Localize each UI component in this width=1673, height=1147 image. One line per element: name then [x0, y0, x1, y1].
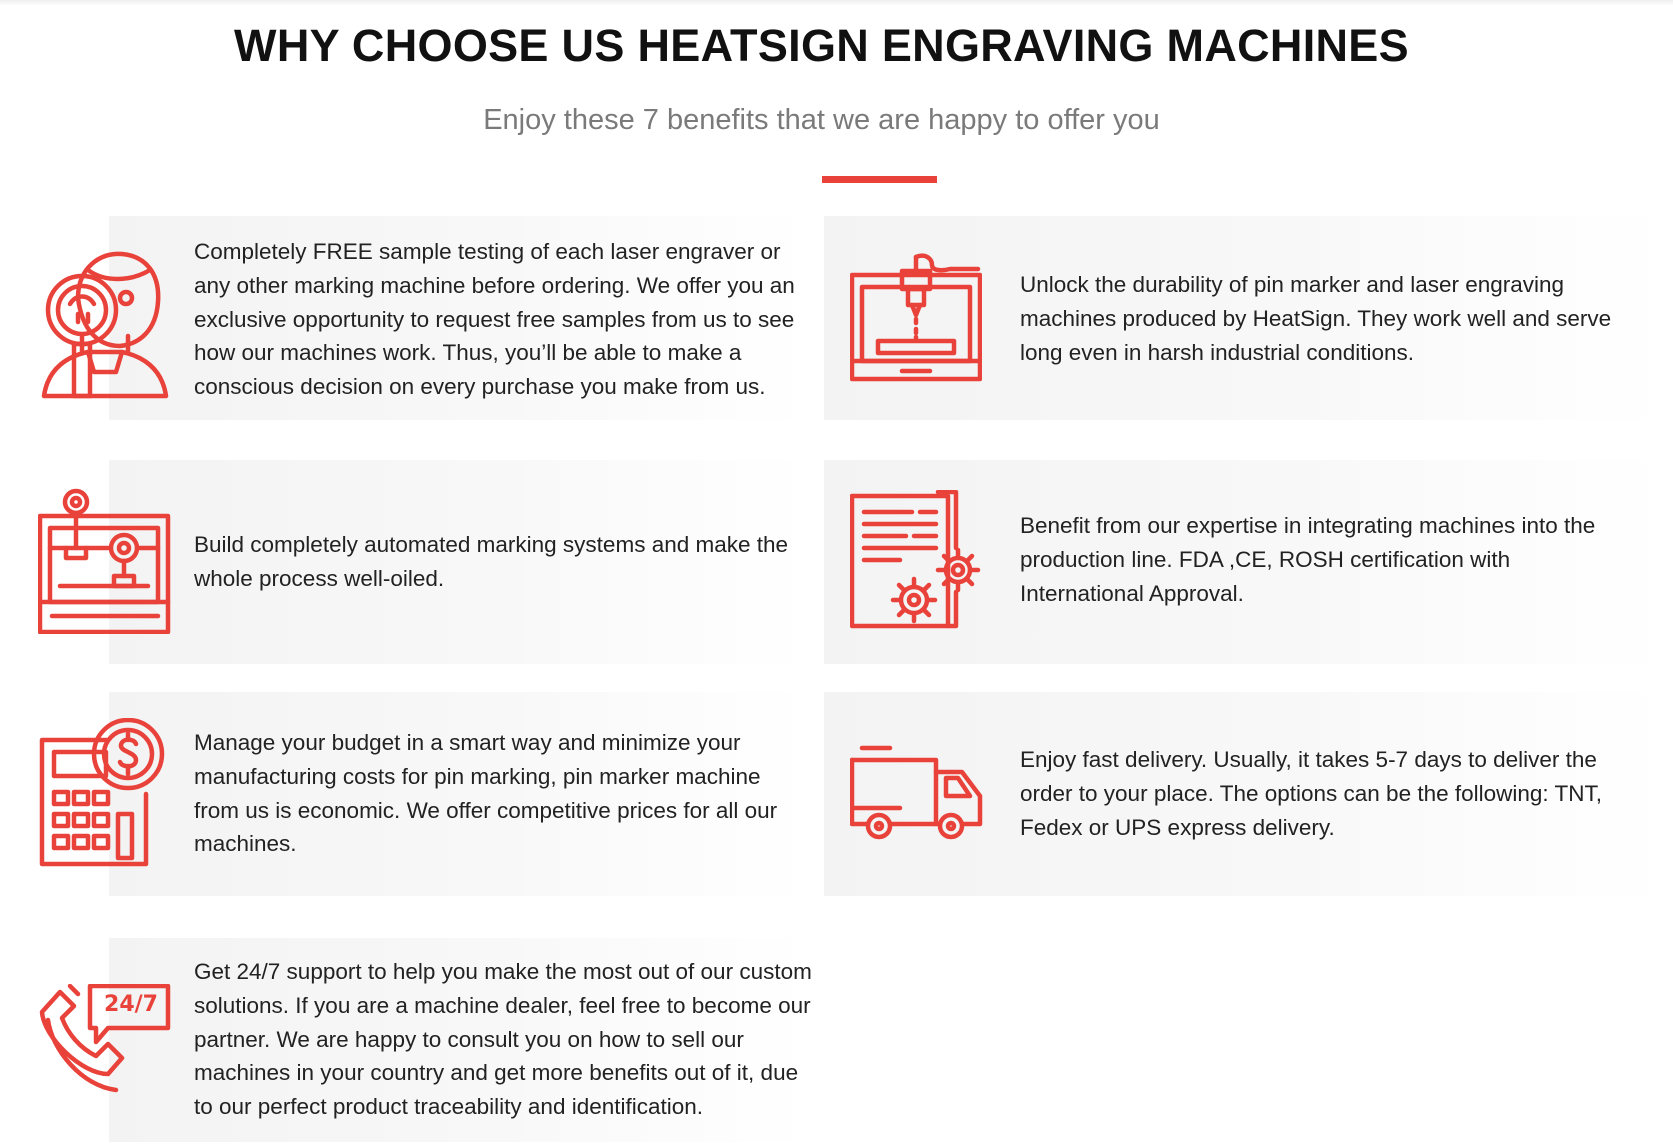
- phone-support-icon: [38, 984, 172, 1096]
- benefit-text-automation: Build completely automated marking systems and make the whole process well-oiled.: [194, 532, 789, 591]
- benefit-text-support: Get 24/7 support to help you make the most out of our custom solutions. If you are a machine dealer, feel free to become our partner. We are happy to consult you on how to sell our machines in your country and get more benefits out of it, due to our perfect product traceability and identification.: [194, 959, 812, 1120]
- benefit-text-delivery: Enjoy fast delivery. Usually, it takes 5-7 days to deliver the order to your place. The options can be the following: TNT, Fedex or UPS express delivery.: [1020, 747, 1603, 840]
- automated-system-icon: [38, 488, 172, 634]
- benefit-text-budget: Manage your budget in a smart way and minimize your manufacturing costs for pin marking, pin marker machine from us is economic. We offer competitive prices for all our machines.: [194, 730, 778, 857]
- page-title: WHY CHOOSE US HEATSIGN ENGRAVING MACHINES: [234, 20, 1409, 71]
- calculator-dollar-icon: [38, 718, 172, 868]
- delivery-truck-icon: [850, 744, 984, 840]
- title-divider: [822, 176, 937, 183]
- engraving-machine-icon: [850, 253, 982, 383]
- benefit-text-durability: Unlock the durability of pin marker and laser engraving machines produced by HeatSign. They work well and serve long even in harsh industrial conditions.: [1020, 272, 1612, 365]
- benefit-text-free-samples: Completely FREE sample testing of each laser engraver or any other marking machine before ordering. We offer you an exclusive opportunity to request free samples from us to see how our machines work. Thus, you’ll be able to make a conscious decision on every purchase you make from us.: [194, 239, 795, 400]
- magnifier-person-icon: [38, 240, 172, 400]
- page-subtitle: Enjoy these 7 benefits that we are happy to offer you: [483, 104, 1160, 136]
- document-gears-icon: [850, 490, 982, 632]
- top-edge-shadow: [0, 0, 1673, 6]
- benefit-text-certification: Benefit from our expertise in integrating machines into the production line. FDA ,CE, ROSH certification with International Approval.: [1020, 513, 1596, 606]
- support-badge-label: 24/7: [104, 992, 158, 1017]
